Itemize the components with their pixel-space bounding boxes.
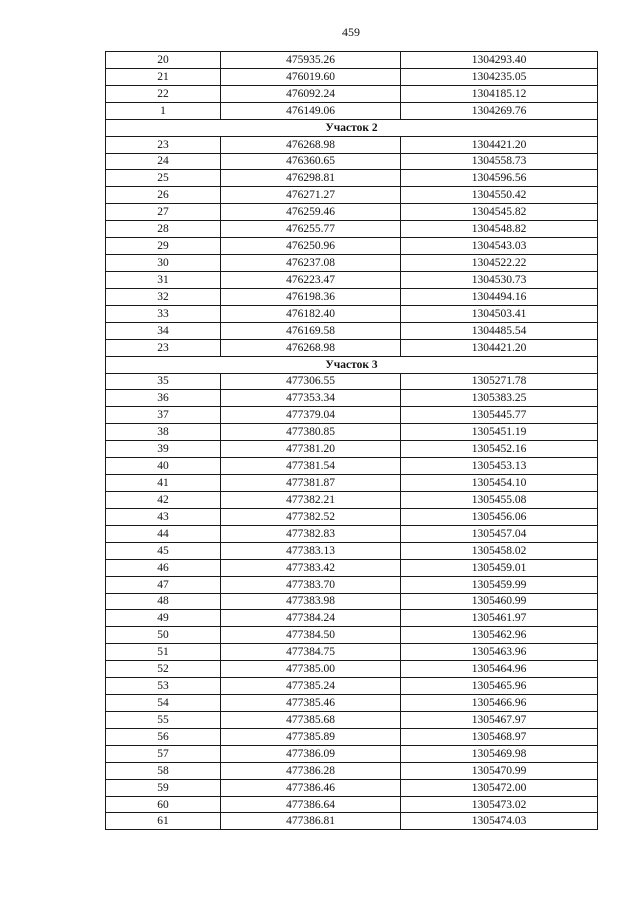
y-coordinate-cell: 1305456.06 (401, 508, 598, 525)
point-number-cell: 23 (106, 136, 221, 153)
table-row (106, 762, 598, 779)
x-coordinate-cell: 476259.46 (221, 204, 401, 221)
table-row (106, 508, 598, 525)
y-coordinate-cell: 1305468.97 (401, 728, 598, 745)
x-coordinate-cell: 477380.85 (221, 424, 401, 441)
table-row (106, 322, 598, 339)
x-coordinate-cell: 476019.60 (221, 68, 401, 85)
point-number-cell: 26 (106, 187, 221, 204)
point-number-cell: 58 (106, 762, 221, 779)
point-number-cell: 25 (106, 170, 221, 187)
point-number-cell: 22 (106, 85, 221, 102)
point-number-cell: 1 (106, 102, 221, 119)
x-coordinate-cell: 477306.55 (221, 373, 401, 390)
table-row (106, 68, 598, 85)
point-number-cell: 56 (106, 728, 221, 745)
y-coordinate-cell: 1304293.40 (401, 52, 598, 69)
x-coordinate-cell: 477381.54 (221, 458, 401, 475)
section-header-row (106, 119, 598, 136)
table-row (106, 796, 598, 813)
table-row (106, 441, 598, 458)
table-row (106, 102, 598, 119)
point-number-cell: 33 (106, 305, 221, 322)
x-coordinate-cell: 477386.46 (221, 779, 401, 796)
x-coordinate-cell: 477379.04 (221, 407, 401, 424)
x-coordinate-cell: 477382.83 (221, 525, 401, 542)
y-coordinate-cell: 1304485.54 (401, 322, 598, 339)
x-coordinate-cell: 477385.24 (221, 678, 401, 695)
table-row (106, 153, 598, 170)
x-coordinate-cell: 476169.58 (221, 322, 401, 339)
section-header-row (106, 356, 598, 373)
y-coordinate-cell: 1305271.78 (401, 373, 598, 390)
table-row (106, 390, 598, 407)
table-row (106, 711, 598, 728)
y-coordinate-cell: 1305459.01 (401, 559, 598, 576)
y-coordinate-cell: 1305460.99 (401, 593, 598, 610)
y-coordinate-cell: 1304548.82 (401, 221, 598, 238)
table-row (106, 813, 598, 830)
y-coordinate-cell: 1305467.97 (401, 711, 598, 728)
y-coordinate-cell: 1305462.96 (401, 627, 598, 644)
y-coordinate-cell: 1304558.73 (401, 153, 598, 170)
table-row (106, 475, 598, 492)
point-number-cell: 20 (106, 52, 221, 69)
x-coordinate-cell: 477386.81 (221, 813, 401, 830)
table-row (106, 238, 598, 255)
point-number-cell: 41 (106, 475, 221, 492)
x-coordinate-cell: 477386.64 (221, 796, 401, 813)
y-coordinate-cell: 1305453.13 (401, 458, 598, 475)
y-coordinate-cell: 1305454.10 (401, 475, 598, 492)
y-coordinate-cell: 1304522.22 (401, 255, 598, 272)
y-coordinate-cell: 1304503.41 (401, 305, 598, 322)
table-row (106, 610, 598, 627)
table-row (106, 661, 598, 678)
x-coordinate-cell: 476092.24 (221, 85, 401, 102)
y-coordinate-cell: 1305383.25 (401, 390, 598, 407)
point-number-cell: 24 (106, 153, 221, 170)
table-row (106, 271, 598, 288)
table-row (106, 728, 598, 745)
y-coordinate-cell: 1305469.98 (401, 745, 598, 762)
x-coordinate-cell: 475935.26 (221, 52, 401, 69)
x-coordinate-cell: 476149.06 (221, 102, 401, 119)
table-row (106, 85, 598, 102)
y-coordinate-cell: 1305458.02 (401, 542, 598, 559)
y-coordinate-cell: 1305457.04 (401, 525, 598, 542)
point-number-cell: 59 (106, 779, 221, 796)
point-number-cell: 53 (106, 678, 221, 695)
y-coordinate-cell: 1304269.76 (401, 102, 598, 119)
x-coordinate-cell: 477383.13 (221, 542, 401, 559)
y-coordinate-cell: 1305463.96 (401, 644, 598, 661)
point-number-cell: 30 (106, 255, 221, 272)
point-number-cell: 34 (106, 322, 221, 339)
y-coordinate-cell: 1305472.00 (401, 779, 598, 796)
section-title: Участок 2 (106, 119, 598, 136)
x-coordinate-cell: 476198.36 (221, 288, 401, 305)
point-number-cell: 47 (106, 576, 221, 593)
y-coordinate-cell: 1305451.19 (401, 424, 598, 441)
x-coordinate-cell: 477353.34 (221, 390, 401, 407)
x-coordinate-cell: 476268.98 (221, 136, 401, 153)
table-row (106, 305, 598, 322)
y-coordinate-cell: 1304421.20 (401, 339, 598, 356)
table-row (106, 593, 598, 610)
x-coordinate-cell: 477384.24 (221, 610, 401, 627)
point-number-cell: 36 (106, 390, 221, 407)
table-row (106, 373, 598, 390)
point-number-cell: 39 (106, 441, 221, 458)
point-number-cell: 57 (106, 745, 221, 762)
table-row (106, 288, 598, 305)
coordinates-table-body (106, 52, 598, 830)
point-number-cell: 44 (106, 525, 221, 542)
table-row (106, 678, 598, 695)
table-row (106, 221, 598, 238)
x-coordinate-cell: 476255.77 (221, 221, 401, 238)
y-coordinate-cell: 1304530.73 (401, 271, 598, 288)
y-coordinate-cell: 1305466.96 (401, 695, 598, 712)
y-coordinate-cell: 1305473.02 (401, 796, 598, 813)
point-number-cell: 52 (106, 661, 221, 678)
table-row (106, 644, 598, 661)
point-number-cell: 61 (106, 813, 221, 830)
y-coordinate-cell: 1304185.12 (401, 85, 598, 102)
x-coordinate-cell: 477386.28 (221, 762, 401, 779)
point-number-cell: 37 (106, 407, 221, 424)
table-row (106, 204, 598, 221)
y-coordinate-cell: 1304596.56 (401, 170, 598, 187)
x-coordinate-cell: 476298.81 (221, 170, 401, 187)
x-coordinate-cell: 477385.68 (221, 711, 401, 728)
table-row (106, 542, 598, 559)
x-coordinate-cell: 477384.75 (221, 644, 401, 661)
y-coordinate-cell: 1305452.16 (401, 441, 598, 458)
y-coordinate-cell: 1305455.08 (401, 491, 598, 508)
x-coordinate-cell: 477386.09 (221, 745, 401, 762)
y-coordinate-cell: 1304543.03 (401, 238, 598, 255)
point-number-cell: 48 (106, 593, 221, 610)
y-coordinate-cell: 1305459.99 (401, 576, 598, 593)
page-number: 459 (342, 25, 360, 39)
x-coordinate-cell: 476250.96 (221, 238, 401, 255)
table-row (106, 627, 598, 644)
point-number-cell: 35 (106, 373, 221, 390)
x-coordinate-cell: 476182.40 (221, 305, 401, 322)
y-coordinate-cell: 1304494.16 (401, 288, 598, 305)
point-number-cell: 43 (106, 508, 221, 525)
point-number-cell: 38 (106, 424, 221, 441)
table-row (106, 779, 598, 796)
table-row (106, 695, 598, 712)
x-coordinate-cell: 477385.00 (221, 661, 401, 678)
point-number-cell: 42 (106, 491, 221, 508)
x-coordinate-cell: 477385.89 (221, 728, 401, 745)
x-coordinate-cell: 477382.21 (221, 491, 401, 508)
table-row (106, 745, 598, 762)
table-row (106, 187, 598, 204)
point-number-cell: 29 (106, 238, 221, 255)
x-coordinate-cell: 477384.50 (221, 627, 401, 644)
table-row (106, 136, 598, 153)
point-number-cell: 21 (106, 68, 221, 85)
point-number-cell: 46 (106, 559, 221, 576)
point-number-cell: 51 (106, 644, 221, 661)
table-row (106, 170, 598, 187)
y-coordinate-cell: 1305474.03 (401, 813, 598, 830)
x-coordinate-cell: 476271.27 (221, 187, 401, 204)
table-row (106, 559, 598, 576)
x-coordinate-cell: 477382.52 (221, 508, 401, 525)
y-coordinate-cell: 1305464.96 (401, 661, 598, 678)
x-coordinate-cell: 477385.46 (221, 695, 401, 712)
y-coordinate-cell: 1305461.97 (401, 610, 598, 627)
table-row (106, 576, 598, 593)
x-coordinate-cell: 477383.42 (221, 559, 401, 576)
section-title: Участок 3 (106, 356, 598, 373)
y-coordinate-cell: 1305470.99 (401, 762, 598, 779)
x-coordinate-cell: 476237.08 (221, 255, 401, 272)
x-coordinate-cell: 477383.98 (221, 593, 401, 610)
point-number-cell: 60 (106, 796, 221, 813)
point-number-cell: 50 (106, 627, 221, 644)
x-coordinate-cell: 476268.98 (221, 339, 401, 356)
table-row (106, 458, 598, 475)
point-number-cell: 27 (106, 204, 221, 221)
y-coordinate-cell: 1305465.96 (401, 678, 598, 695)
x-coordinate-cell: 477383.70 (221, 576, 401, 593)
point-number-cell: 28 (106, 221, 221, 238)
y-coordinate-cell: 1304545.82 (401, 204, 598, 221)
table-row (106, 339, 598, 356)
table-row (106, 52, 598, 69)
table-row (106, 491, 598, 508)
point-number-cell: 32 (106, 288, 221, 305)
x-coordinate-cell: 476360.65 (221, 153, 401, 170)
x-coordinate-cell: 476223.47 (221, 271, 401, 288)
table-row (106, 255, 598, 272)
point-number-cell: 31 (106, 271, 221, 288)
y-coordinate-cell: 1305445.77 (401, 407, 598, 424)
y-coordinate-cell: 1304421.20 (401, 136, 598, 153)
x-coordinate-cell: 477381.87 (221, 475, 401, 492)
y-coordinate-cell: 1304235.05 (401, 68, 598, 85)
point-number-cell: 23 (106, 339, 221, 356)
point-number-cell: 54 (106, 695, 221, 712)
point-number-cell: 45 (106, 542, 221, 559)
point-number-cell: 40 (106, 458, 221, 475)
point-number-cell: 49 (106, 610, 221, 627)
table-row (106, 424, 598, 441)
table-row (106, 407, 598, 424)
point-number-cell: 55 (106, 711, 221, 728)
y-coordinate-cell: 1304550.42 (401, 187, 598, 204)
x-coordinate-cell: 477381.20 (221, 441, 401, 458)
coordinates-table (105, 51, 598, 830)
table-row (106, 525, 598, 542)
